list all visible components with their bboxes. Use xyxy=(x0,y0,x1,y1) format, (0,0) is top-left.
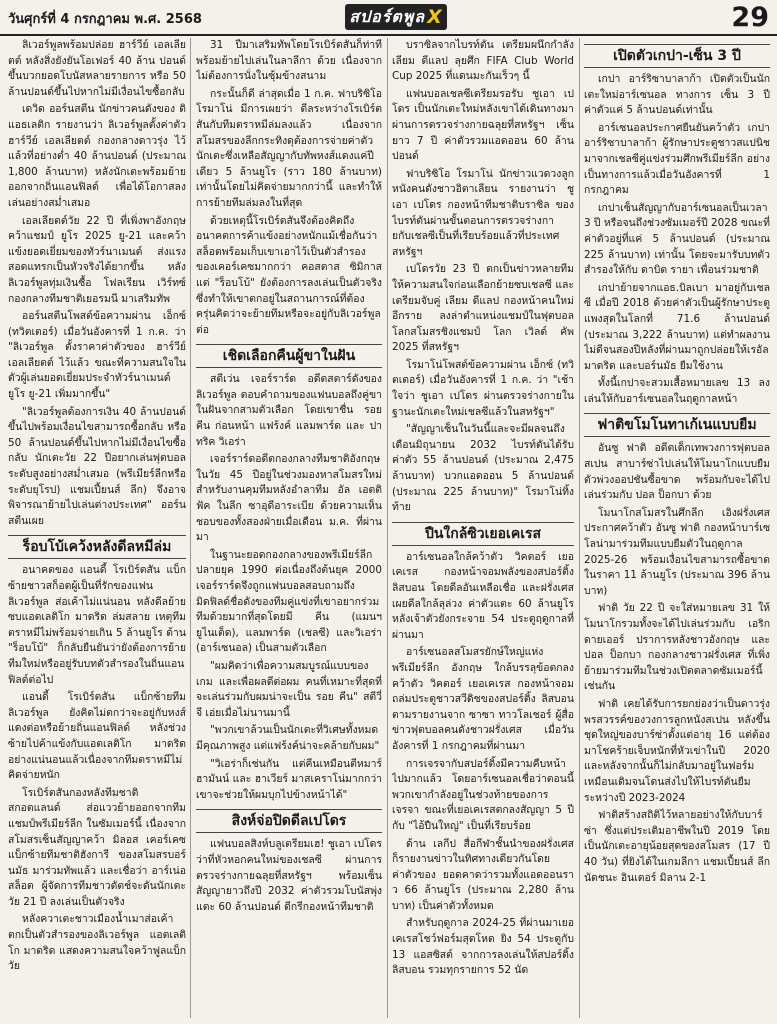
paragraph: ด้วยเหตุนี้โรเบิร์ตสันจึงต้องคิดถึงอนาคตการค้าแข้งอย่างหนักแม้เชื่อกันว่าสล็อตพร้อมเก็บเขาเอาไว้เป็นตัวสำรองของเคอร์เคซมากกว่า คอสตาส ซิมิกาส แต่ "ร็อบโบ้" ยังต้องการลงเล่นเป็นตัวจริงซึ่งทำให้เขาตกอยู่ในสถานการณ์ที่ต้องครุ่นคิดว่าจะย้ายทีมหรือจะอยู่กับลิเวอร์พูลต่อ xyxy=(196,214,382,336)
page-header xyxy=(0,0,777,36)
paragraph: ฟาติสร้างสถิติไว้หลายอย่างให้กับบาร์ซ่า ซึ่งแต่ประเดิมอาชีพในปี 2019 โดยเป็นนักเตะอายุน้อยสุดของสโมสร (17 ปี 40 วัน) ที่ยิงได้ในเกมลีกา แชมเปี้ยนส์ ลีก นัดชนะ อินเตอร์ มิลาน 2-1 xyxy=(584,809,770,884)
paragraph: "พวกเขาล้วนเป็นนักเตะที่วิเศษทั้งหมดมีคุณภาพสูง แต่แฟร้งค์น่าจะคล้ายกับผม" xyxy=(196,724,380,752)
paragraph: อนาคตของ แอนดี้ โรเบิร์ตสัน แบ็กซ้ายชาวสก็อตผู้เป็นที่รักของแฟนลิเวอร์พูล ส่อเค้าไม่แน่นอน หลังดีลย้ายซบแอตเลติโก มาดริด ล่มสลาย เหตุทีมตราหมีไม่พร้อมจ่ายเกิน 5 ล้านยูโร ด้าน "ร็อบโบ้" ก็กลับยืนยันว่ายังต้องการย้ายทีมใหม่หรืออยู่รับบทตัวสำรองในถิ่นแอนฟิลด์ต่อไป xyxy=(8,564,186,686)
issue-date: วันศุกร์ที่ 4 กรกฎาคม พ.ศ. 2568 xyxy=(8,12,202,27)
paragraph: สตีเว่น เจอร์ราร์ด อดีตสตาร์ดังของลิเวอร์พูล ตอบคำถามของแฟนบอลถึงคู่ขาในฝันจากสามตัวเลือก โดยเขาชื่น รอย คีน ก่อนหน้า แฟร้งค์ แลมพาร์ด และ ปาทริค วิเอร่า xyxy=(196,373,382,448)
publication-logo xyxy=(345,4,447,30)
paragraph: กระนั้นก็ดี ล่าสุดเมื่อ 1 ก.ค. ฟาบริซิโอ โรมาโน่ มีการเผยว่า ดีลระหว่างโรเบิร์ตสันกับทีมตราหมีล่มลงแล้ว เนื่องจากสโมสรของลีกกระทิงดุต้องการจ่ายค่าตัวนักเตะซึ่งเหลือสัญญากับทัพหงส์แดงแค่ปีเดียว 5 ล้านยูโร (ราว 180 ล้านบาท) เท่านั้นโดยไม่คิดจ่ายมากกว่านี้ และทำให้การย้ายทีมล่มลงในที่สุด xyxy=(196,87,382,209)
article-column-3 xyxy=(392,38,574,1018)
column-divider xyxy=(579,38,580,1018)
paragraph: อันซู ฟาติ อดีตเด็กเทพวงการฟุตบอลสเปน สาบาร์ซ่าไปเล่นให้โมนาโกแบบยืมตัวพ่วงออปชันซื้อขาด พร้อมกับจะได้ไปเล่นร่วมกับ ปอล ป็อกบา ด้วย xyxy=(584,442,770,502)
article-column-4 xyxy=(584,38,770,1018)
paragraph: ลิเวอร์พูลพร้อมปล่อย ฮาร์วีย์ เอลเลียตต์ หลังสิ่งยังยันโอเฟอร์ 40 ล้าน ปอนด์ขึ้นบวกยอดโบนัสหลายรายการ หรือ 50 ล้านปอนด์ขึ้นไปหากไม่มีเงื่อนไขซื้อกลับ xyxy=(8,39,186,98)
paragraph: บราซิลจากไบรท์ตัน เตรียมผนึกกำลัง เลียม ดีแลป ลุยศึก FIFA Club World Cup 2025 ที่แดนมะกันเร็วๆ นี้ xyxy=(392,39,574,83)
paragraph: "วิเอร่าก็เช่นกัน แต่คีนเหมือนตีหมาร์ ฮามันน์ และ ฮาเวียร์ มาสเคราโน่มากกว่า เขาจะช่วยให้ผมบุกไปข้างหน้าได้" xyxy=(196,757,382,801)
paragraph: แอนดี้ โรเบิร์ตสัน แบ็กซ้ายทีมลิเวอร์พูล ยังคิดไม่ตกว่าจะอยู่กับหงส์แดงต่อหรือย้ายถิ่นแอนฟิลด์ หลังช่วงซ้ายไปค้าแข้งกับแอตเลติโก มาดริด อย่างแน่นอนแล้วเนื่องจากทีมตราหมีไม่คิดจ่ายหนัก xyxy=(8,691,186,782)
headline: เชิดเลือกคืนผู้ขาในฝัน xyxy=(196,344,382,368)
paragraph: อาร์เซนอลสโมสรยักษ์ใหญ่แห่งพรีเมียร์ลีก อังกฤษ ใกล้บรรลุข้อตกลงคว้าตัว วิคตอร์ เยอเคเรส กองหน้าจอมถล่มประตูชาวสวีดิชของสปอร์ติ้ง ลิสบอน ตามรายงานจาก ซาซา ทาวโลเชอร์ ผู้สื่อข่าวฟุตบอลคนดังชาวฝรั่งเศส เมื่อวันอังคารที่ 1 กรกฎาคมที่ผ่านมา xyxy=(392,646,574,752)
paragraph: โมนาโกสโมสรในศึกลีก เอิงฝรั่งเศส ประกาศคว้าตัว อันซู ฟาติ กองหน้าบาร์เซโลน่ามาร่วมทีมแบบยืมตัวในฤดูกาล 2025-26 พร้อมเงื่อนไขสามารถซื้อขาดในราคา 11 ล้านยูโร (ประมาณ 396 ล้านบาท) xyxy=(584,506,770,597)
paragraph: เกปาย้ายจากแอธ.บิลเบา มาอยู่กับเชลซี เมื่อปี 2018 ด้วยค่าตัวเป็นผู้รักษาประตูแพงสุดในโลกที่ 71.6 ล้านปอนด์ (ประมาณ 3,222 ล้านบาท) แต่ทำผลงานไม่ดีจนสองปีหลังที่ผ่านมาถูกปล่อยให้เรอัล มาดริด และบอร์นมัธ ยืมใช้งาน xyxy=(584,281,770,372)
page-number: 29 xyxy=(731,2,769,33)
paragraph: ทั้งนี้เกปาจะสวมเสื้อหมายเลข 13 ลงเล่นให้กับอาร์เซนอลในฤดูกาลหน้า xyxy=(584,377,770,405)
paragraph: เกปา อาร์ริซาบาลาก้า เปิดตัวเป็นนักเตะใหม่อาร์เซนอล ทางการ เซ็น 3 ปี ค่าตัวแค่ 5 ล้านปอนด์เท่านั้น xyxy=(584,73,770,117)
paragraph: เดวิด ออร์นสตีน นักข่าวคนดังของ ดิ แอธเลติก รายงานว่า ลิเวอร์พูลตั้งค่าตัว ฮาร์วีย์ เอลเลียตต์ กองกลางดาวรุ่ง ไว้แล้วที่อย่างต่ำ 40 ล้านปอนด์ (ประมาณ 1,800 ล้านบาท) หลังนักเตะพร้อมย้ายออกจากถิ่นแอนฟิลด์ เพื่อได้โอกาสลงเล่นอย่างสม่ำเสมอ xyxy=(8,103,186,209)
paragraph: เกปาเซ็นสัญญากับอาร์เซนอลเป็นเวลา 3 ปี หรือจนถึงช่วงซัมเมอร์ปี 2028 ขณะที่ค่าตัวอยู่ที่แค่ 5 ล้านปอนด์ (ประมาณ 225 ล้านบาท) เท่านั้น โดยจะมารับบทตัวสำรองให้กับ ดาบิด รายา เพื่อนร่วมชาติ xyxy=(584,201,770,277)
paragraph: การเจรจากับสปอร์ติ้งมีความคืบหน้าไปมากแล้ว โดยอาร์เซนอลเชื่อว่าตอนนี้พวกเขากำลังอยู่ในช่วงท้ายของการเจรจา ขณะที่เยอเคเรสตกลงสัญญา 5 ปีกับ "ไอ้ปืนใหญ่" เป็นที่เรียบร้อย xyxy=(392,757,574,832)
paragraph: ในฐานะยอดกองกลางของพรีเมียร์ลีกปลายยุค 1990 ต่อเนื่องถึงต้นยุค 2000 เจอร์ราร์ดจึงถูกแฟนบอลสอบถามถึงมิดฟิลด์ชื่อดังของทีมคู่แข่งที่เขาอยากร่วมทีมด้วยมากที่สุดโดยมี คีน (แมนฯ ยูไนเต็ด), แลมพาร์ด (เชลซี) และวิเอร่า (อาร์เซนอล) เป็นสามตัวเลือก xyxy=(196,548,382,655)
headline: สิงห์จ่อปิดดีลเปโดร xyxy=(196,809,382,833)
paragraph: ออร์นสตีนโพสต์ข้อความผ่าน เอ็กซ์ (ทวิตเตอร์) เมื่อวันอังคารที่ 1 ก.ค. ว่า "ลิเวอร์พูล ตั้งราคาค่าตัวของ ฮาร์วีย์ เอลเลียตต์ ไว้แล้ว ขณะที่ความสนใจในตัวผู้เล่นยอดเยี่ยมประจำทัวร์นาเมนต์ ยูโร ยู-21 เพิ่มมากขึ้น" xyxy=(8,310,186,401)
paragraph: อาร์เซนอลใกล้คว้าตัว วิคตอร์ เยอเคเรส กองหน้าจอมพลังของสปอร์ติ้ง ลิสบอน โดยดีลอันเหลือเชื่อ และฝรั่งเศส เผยดีลใกล้ลุล่วง ค่าตัวแตะ 60 ล้านยูโร หลังเจ้าตัวยังกระจาย 54 ประตูฤดูกาลที่ผ่านมา xyxy=(392,550,574,641)
headline: เปิดตัวเกปา-เซ็น 3 ปี xyxy=(584,44,770,68)
paragraph: ฟาติ เคยได้รับการยกย่องว่าเป็นดาวรุ่งพรสวรรค์ของวงการลูกหนังสเปน หลังขึ้นชุดใหญ่ของบาร์ซ่าตั้งแต่อายุ 16 แต่ต้องมาโชคร้ายเจ็บหนักที่หัวเข่าในปี 2020 และหลังจากนั้นก็ไม่กลับมาอยู่ในฟอร์มเหมือนเดิมจนโดนส่งไปให้ไบรท์ตันยืมระหว่างปี 2023-2024 xyxy=(584,697,770,804)
paragraph: หลังควาเตะชาวเมืองน้ำเมาส่อเค้าตกเป็นตัวสำรองของลิเวอร์พูล แอตเลติโก มาดริด แสดงความสนใจคว้าฟูลแบ็กวัย xyxy=(8,913,186,973)
paragraph: แฟนบอลสิงห์บลูเตรียมเฮ! ชูเอา เปโดร ว่าที่หัวหอกคนใหม่ของเชลซี ผ่านการตรวจร่างกายฉลุยที่สหรัฐฯ พร้อมเซ็นสัญญายาวถึงปี 2032 ค่าตัวรวมโบนัสพุ่งแตะ 60 ล้านปอนด์ ดีกรีกองหน้าทีมชาติ xyxy=(196,838,382,913)
paragraph: ฟาบริซิโอ โรมาโน่ นักข่าวแวดวงลูกหนังคนดังชาวอิตาเลียน รายงานว่า ชูเอา เปโดร กองหน้าทีมชาติบราซิล ของไบรท์ตันผ่านขั้นตอนการตรวจร่างกายกับเชลซีเป็นที่เรียบร้อยแล้วที่ประเทศสหรัฐฯ xyxy=(392,167,574,258)
paragraph: เจอร์ราร์ดอดีตกองกลางทีมชาติอังกฤษ ในวัย 45 ปีอยู่ในช่วงมองหาสโมสรใหม่สำหรับงานคุมทีมหลังอำลาทีม อัล เอตติฟัค ในลีก ซาอุดีอาระเบีย ด้วยความเห็นชอบของทั้งสองฝ่ายเมื่อเดือน ม.ค. ที่ผ่านมา xyxy=(196,453,382,544)
logo-x: X xyxy=(427,6,443,28)
paragraph: โรเบิร์ตสันกองหลังทีมชาติสกอตแลนด์ ส่อแววย้ายออกจากทีมแชมป์พรีเมียร์ลีก ในซัมเมอร์นี้ เนื่องจากสโมสรเซ็นสัญญาคว้า มิลอส เคอร์เคซ แบ็กซ้ายทีมชาติฮังการี ของสโมสรบอร์นมัธ มาร่วมทัพแล้ว และเชื่อว่า อาร์เน่อ สล็อต ผู้จัดการทีมชาวดัตช์จะดันนักเตะวัย 21 ปี ลงเล่นเป็นตัวจริง xyxy=(8,786,186,908)
logo-text: สปอร์ตพูล xyxy=(349,6,426,26)
paragraph: ฟาติ วัย 22 ปี จะใส่หมายเลข 31 ให้โมนาโกรวมทั้งจะได้ไปเล่นร่วมกับ เอริก ดายเออร์ ปราการหลังชาวอังกฤษ และ ปอล ป็อกบา กองกลางชาวฝรั่งเศส ที่เพิ่งย้ายมาร่วมทีมในช่วงเปิดตลาดซัมเมอร์นี้เช่นกัน xyxy=(584,602,770,693)
paragraph: ด้าน เลกีป สื่อกีฬาชั้นนำของฝรั่งเศส ก็รายงานข่าวในทิศทางเดียวกันโดยค่าตัวของ ยอดคาดว่ารวมทั้งแอดออนราว 66 ล้านยูโร (ประมาณ 2,280 ล้านบาท) เป็นค่าตัวทั้งหมด xyxy=(392,837,574,912)
headline: ฟาติขโมโนทาเก้เนแบบยืม xyxy=(584,413,770,437)
paragraph: เอลเลียตต์วัย 22 ปี ที่เพิ่งพาอังกฤษคว้าแชมป์ ยูโร 2025 ยู-21 และคว้าแข้งยอดเยี่ยมของทัวร์นาเมนต์ ส่งแรงสอดแทรกเป็นหัวจริงได้ยากขึ้น หลังลิเวอร์พูลทุ่มเงินซื้อ โฟลเรียน เวิร์ทซ์ กองกลางทีมชาติเยอรมนี มาเสริมทัพ xyxy=(8,214,186,305)
paragraph: 31 ปีมาเสริมทัพโดยโรเบิร์ตสันก็ท่าทีพร้อมย้ายไปเล่นในลาลีกา ด้วย เนื่องจากไม่ต้องการนั่งในซุ้มข้างสนาม xyxy=(196,39,382,83)
article-column-1 xyxy=(8,38,186,1018)
column-divider xyxy=(190,38,191,1018)
headline: ปืนใกล้ซิวเยอเคเรส xyxy=(392,522,574,546)
paragraph: แฟนบอลเชลซีเตรียมรอรับ ชูเอา เปโดร เป็นนักเตะใหม่หลังเขาได้เดินทางมาผ่านการตรวจร่างกายฉลุยที่สหรัฐฯ เซ็นยาว 7 ปี ค่าตัวรวมแอดออน 60 ล้านปอนด์ xyxy=(392,87,574,163)
paragraph: โรมาโน่โพสต์ข้อความผ่าน เอ็กซ์ (ทวิตเตอร์) เมื่อวันอังคารที่ 1 ก.ค. ว่า "เช้าใจว่า ชูเอา เปโดร ผ่านตรวจร่างกายในฐานะนักเตะใหม่เชลซีแล้วในสหรัฐฯ" xyxy=(392,358,574,418)
paragraph: "ผมคิดว่าเพื่อความสมบูรณ์แบบของเกม และเพื่อผลดีต่อผม คนที่เหมาะที่สุดที่จะเล่นร่วมกับผมน่าจะเป็น รอย คีน" สตีวี่ จี เอ่ยเมื่อไม่นานมานี้ xyxy=(196,659,382,719)
headline: ร็อบโบ้เคว้งหลังดีลหมีล่ม xyxy=(8,535,186,559)
article-column-2 xyxy=(196,38,382,1018)
paragraph: อาร์เซนอลประกาศยืนยันคว้าตัว เกปา อาร์ริซาบาลาก้า ผู้รักษาประตูชาวสแปนิช มาจากเชลซีคู่แข่งร่วมศึกพรีเมียร์ลีก อย่างเป็นทางการแล้วเมื่อวันอังคารที่ 1 กรกฎาคม xyxy=(584,121,770,197)
paragraph: เปโดรวัย 23 ปี ตกเป็นข่าวหลายทีมให้ความสนใจก่อนเลือกย้ายซบเชลซี และเตรียมจับคู่ เลียม ดีแลป กองหน้าคนใหม่อีกราย ลงล่าตำแหน่งแชมป์ในฟุตบอลโลกสโมสรชิงแชมป์ โลก เวิลด์ คัพ 2025 ที่สหรัฐฯ xyxy=(392,263,574,354)
paragraph: สำหรับฤดูกาล 2024-25 ที่ผ่านมาเยอเคเรสโชว์ฟอร์มสุดโหด ยิง 54 ประตูกับ 13 แอสซิสต์ จากการลงเล่นให้สปอร์ติ้งลิสบอน รวมทุกรายการ 52 นัด xyxy=(392,917,574,977)
paragraph: "ลิเวอร์พูลต้องการเงิน 40 ล้านปอนด์ขึ้นไปพร้อมเงื่อนไขสามารถซื้อกลับ หรือ 50 ล้านปอนด์ขึ้นไปหากไม่มีเงื่อนไขซื้อกลับ นักเตะวัย 22 ปีอยากเล่นฟุตบอลระดับสูงอย่างสม่ำเสมอ (พรีเมียร์ลีกหรือระดับยุโรป) แชมเปี้ยนส์ ลีก) จึงอาจพิจารณาย้ายไปเล่นต่างประเทศ" ออร์นสตีนเผย xyxy=(8,405,186,527)
column-divider xyxy=(387,38,388,1018)
paragraph: "สัญญาเซ็นในวันนี้และจะมีผลจนถึงเดือนมิถุนายน 2032 ไบรท์ตันได้รับค่าตัว 55 ล้านปอนด์ (ประมาณ 2,475 ล้านบาท) บวกแอดออน 5 ล้านปอนด์ (ประมาณ 225 ล้านบาท)" โรมาโน่ทิ้งท้าย xyxy=(392,423,574,514)
